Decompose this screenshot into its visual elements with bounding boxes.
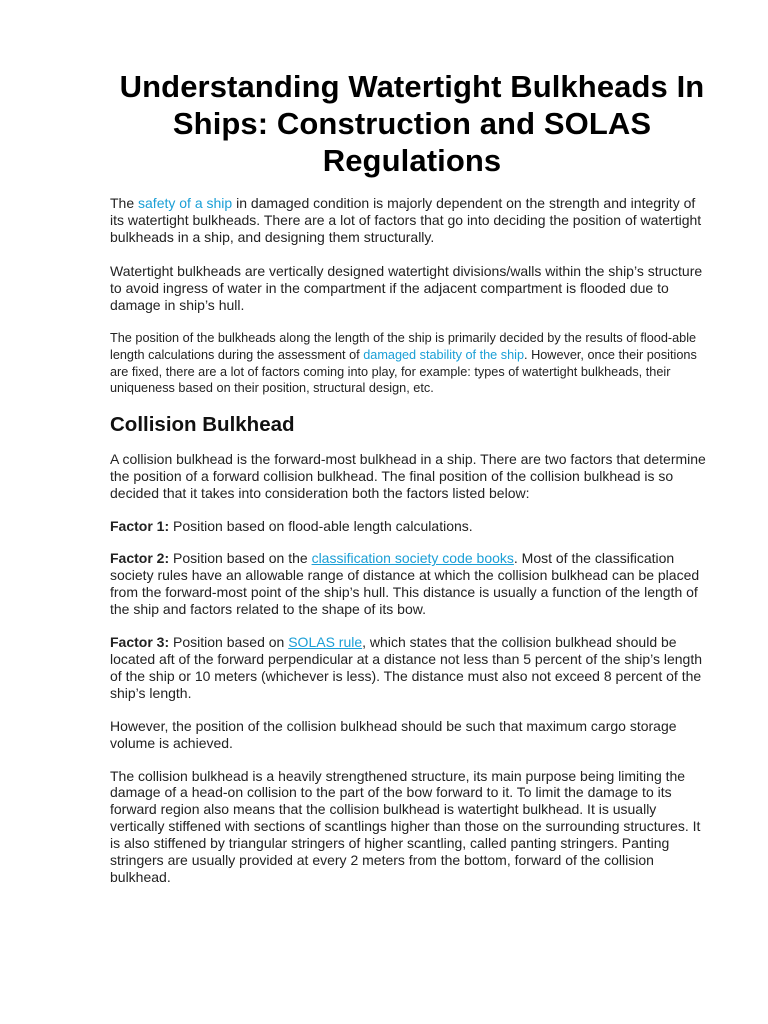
- collision-paragraph-1: A collision bulkhead is the forward-most bulkhead in a ship. There are two factors that determine the position of a forward collision bulkhead. The final position of the collision bulkhead is so decided that it takes into consideration both the factors listed below:: [110, 450, 706, 501]
- page-title: Understanding Watertight Bulkheads In Ships: Construction and SOLAS Regulations: [119, 69, 705, 178]
- factor-2-after: . Most of the classification society rules have an allowable range of distance at which the collision bulkhead can be placed from the forward-most point of the ship’s hull. This distance is usually a function of the length of the ship and factors related to the shape of its bow.: [110, 550, 700, 618]
- intro-p3-after: . However, once their positions are fixed, there are a lot of factors coming into play, for example: types of watertight bulkheads, their uniqueness based on their position, structural design, etc.: [110, 348, 697, 396]
- factor-3-after: , which states that the collision bulkhead should be located aft of the forward perpendicular at a distance not less than 5 percent of the ship’s length of the ship or 10 meters (whichever is less). The distance must also not exceed 8 percent of the ship’s length.: [110, 634, 703, 701]
- intro-paragraph-2: Watertight bulkheads are vertically designed watertight divisions/walls within the ship’s structure to avoid ingress of water in the compartment if the adjacent compartment is flooded due to damage in ship’s hull.: [110, 262, 703, 313]
- factor-2-paragraph: [110, 550, 706, 618]
- intro-p3-before: The position of the bulkheads along the length of the ship is primarily decided by the results of flood-able length calculations during the assessment of: [110, 331, 697, 363]
- intro-p1-after: in damaged condition is majorly dependent on the strength and integrity of its watertight bulkheads. There are a lot of factors that go into deciding the position of watertight bulkheads in a ship, and designing them structurally.: [110, 195, 702, 245]
- solas-rule-link[interactable]: SOLAS rule: [288, 634, 363, 651]
- classification-society-link[interactable]: classification society code books: [311, 550, 514, 567]
- factor-2-before: Position based on the: [169, 550, 312, 567]
- safety-of-a-ship-link[interactable]: safety of a ship: [138, 195, 233, 211]
- factor-3-paragraph: [110, 634, 706, 702]
- section-heading: Collision Bulkhead: [110, 412, 295, 436]
- intro-paragraph-3: [110, 330, 706, 396]
- damaged-stability-link[interactable]: damaged stability of the ship: [363, 348, 525, 363]
- factor-3-label: Factor 3:: [110, 634, 170, 651]
- factor-1-paragraph: [110, 518, 706, 535]
- collision-structure-paragraph: The collision bulkhead is a heavily strengthened structure, its main purpose being limiting the damage of a head-on collision to the part of the bow forward to it. To limit the damage to its forward region also means that the collision bulkhead is watertight bulkhead. It is usually vertically stiffened with sections of scantlings higher than those on the surrounding structures. It is also stiffened by triangular stringers of higher scantling, called panting stringers. Panting stringers are usually provided at every 2 meters from the bottom, forward of the collision bulkhead.: [110, 767, 701, 885]
- factor-3-before: Position based on: [169, 634, 289, 651]
- intro-p1-before: The: [110, 195, 139, 211]
- factor-2-label: Factor 2:: [110, 550, 170, 567]
- factor-1-text: Position based on flood-able length calculations.: [169, 517, 473, 534]
- factor-1-label: Factor 1:: [110, 517, 170, 534]
- cargo-volume-paragraph: However, the position of the collision bulkhead should be such that maximum cargo storage volume is achieved.: [110, 717, 677, 751]
- intro-paragraph-1: [110, 195, 706, 246]
